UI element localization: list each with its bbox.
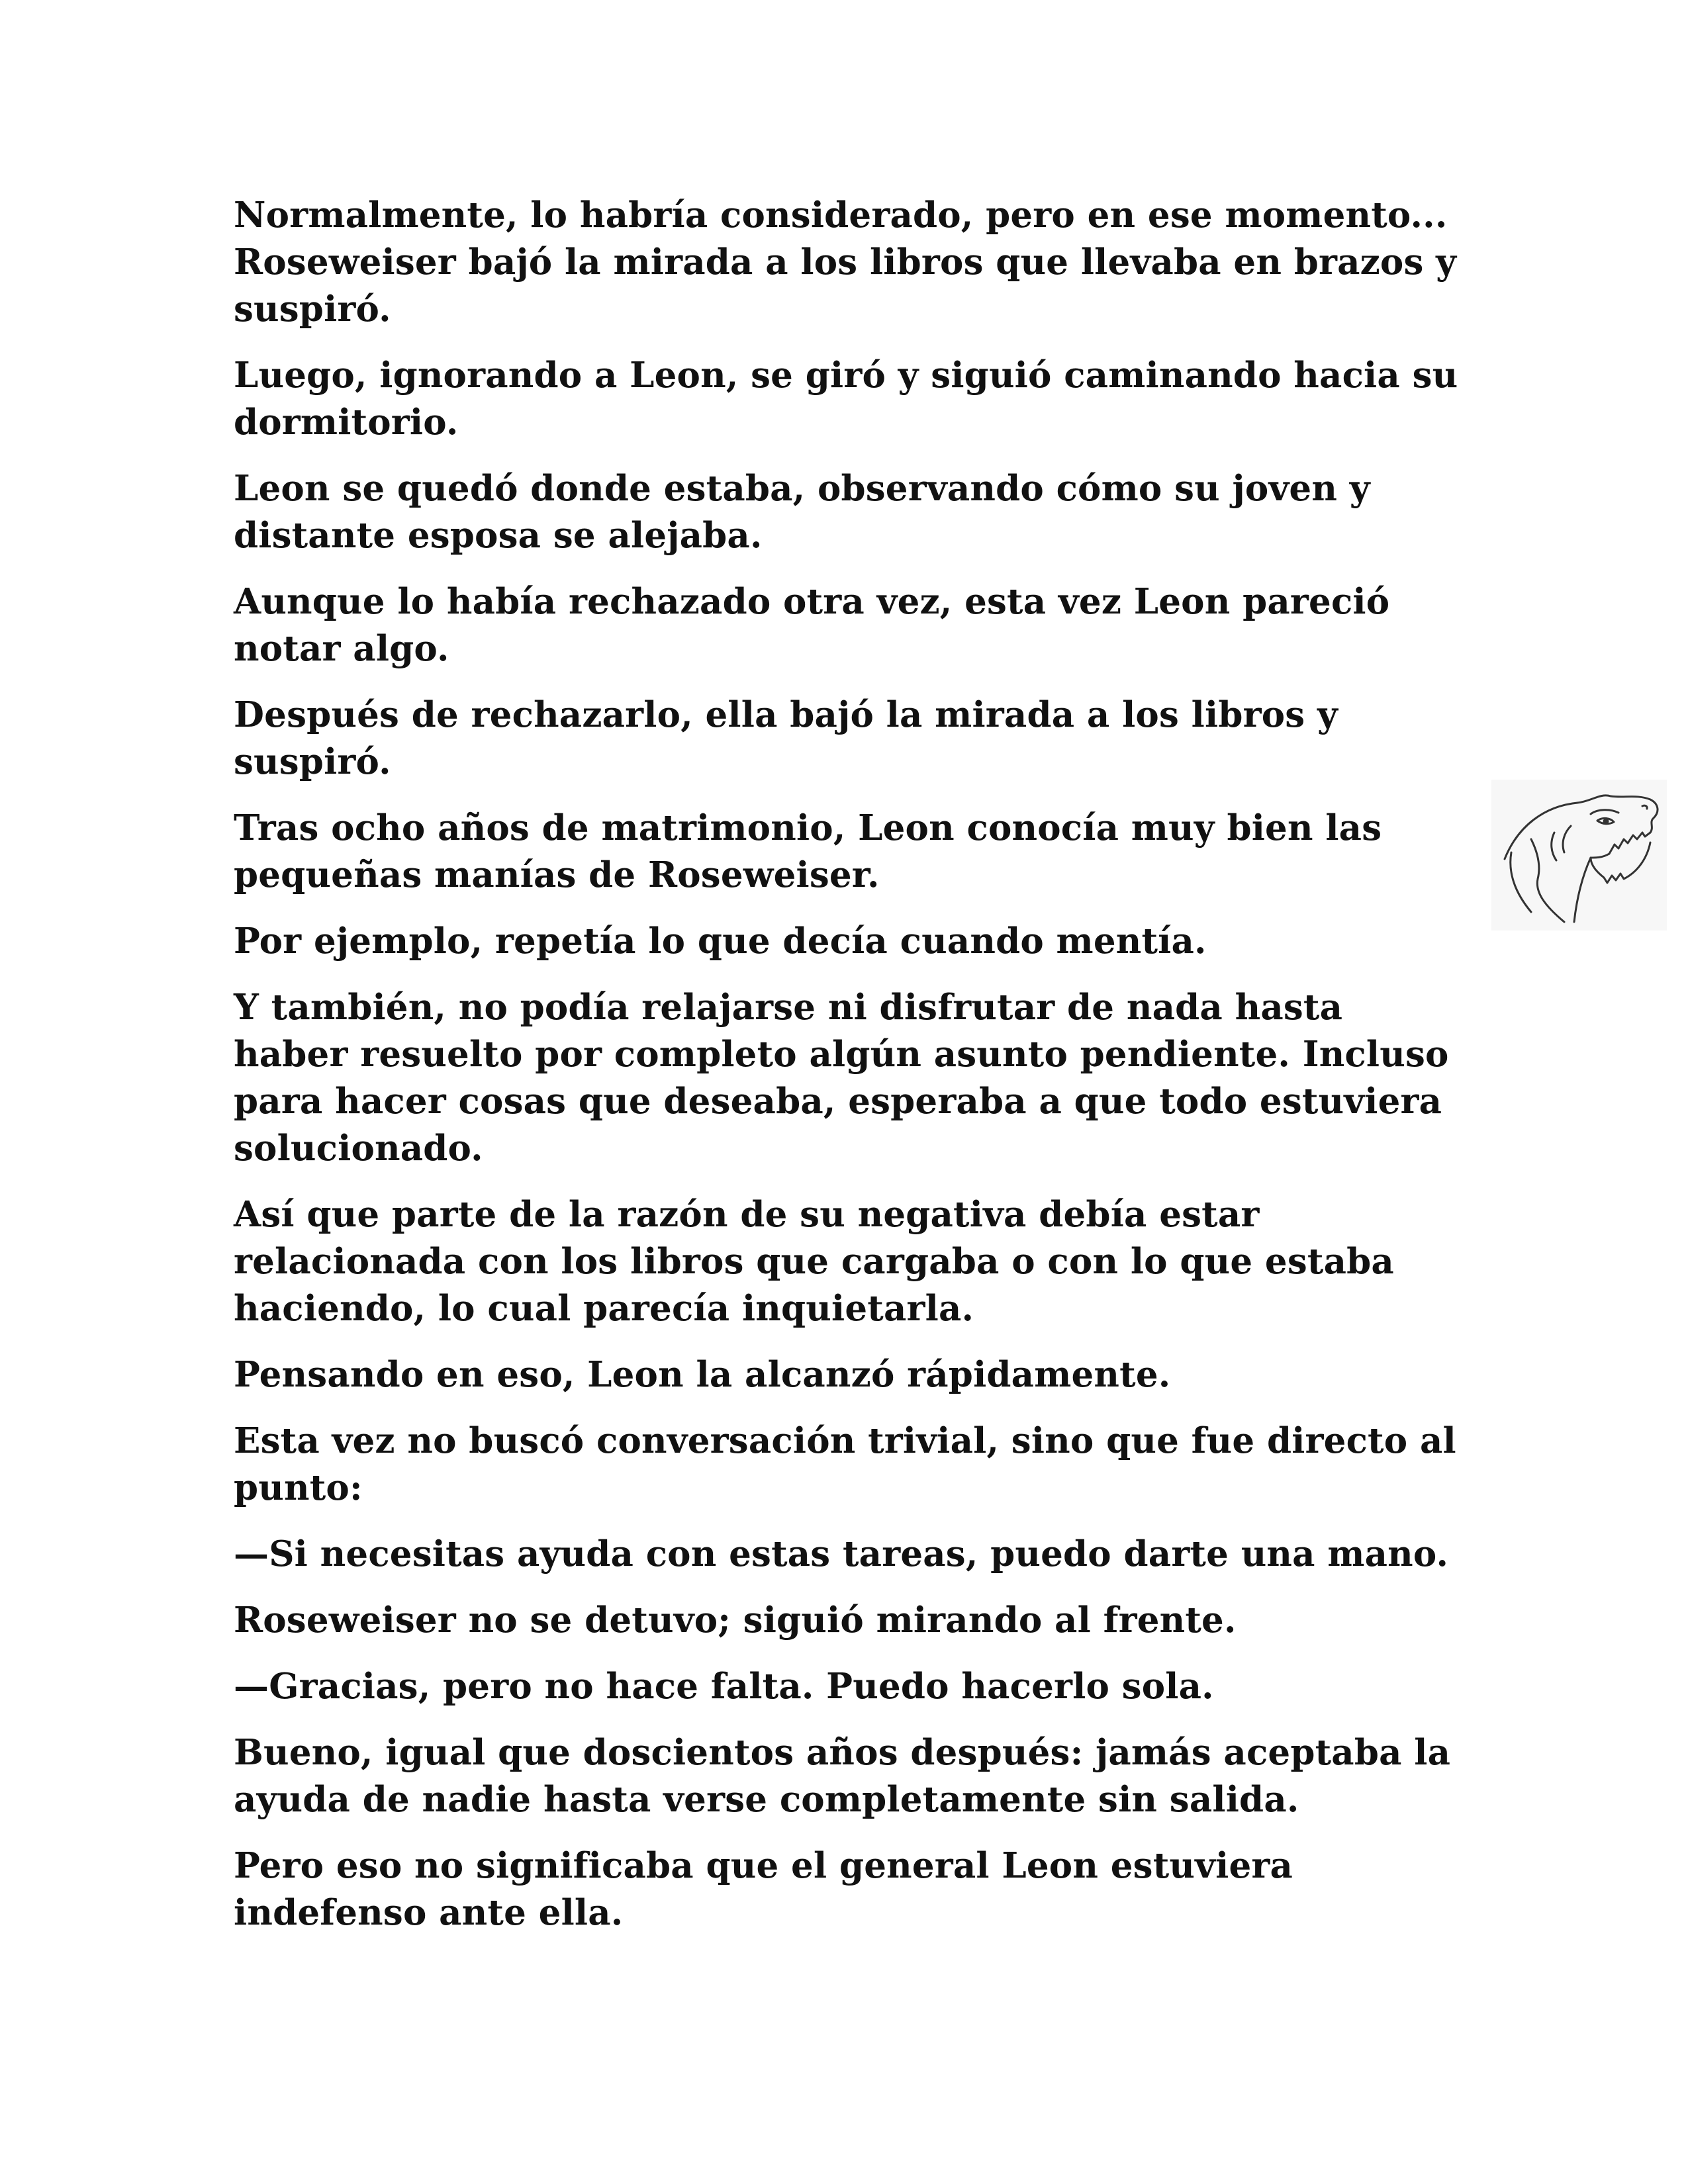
- paragraph: Luego, ignorando a Leon, se giró y siguió caminando hacia su dormitorio.: [234, 355, 1458, 443]
- dinosaur-head-icon: [1491, 780, 1667, 931]
- paragraph: —Gracias, pero no hace falta. Puedo hacerlo sola.: [234, 1666, 1214, 1707]
- document-body: [234, 192, 1458, 1956]
- paragraph: Pensando en eso, Leon la alcanzó rápidamente.: [234, 1354, 1171, 1395]
- paragraph: Leon se quedó donde estaba, observando cómo su joven y distante esposa se alejaba.: [234, 468, 1370, 556]
- paragraph: Así que parte de la razón de su negativa debía estar relacionada con los libros que cargaba o con lo que estaba haciendo, lo cual parecía inquietarla.: [234, 1194, 1394, 1329]
- paragraph: Después de rechazarlo, ella bajó la mirada a los libros y suspiró.: [234, 694, 1338, 782]
- paragraph: Por ejemplo, repetía lo que decía cuando mentía.: [234, 921, 1207, 962]
- paragraph: Roseweiser no se detuvo; siguió mirando al frente.: [234, 1600, 1237, 1641]
- paragraph: Pero eso no significaba que el general Leon estuviera indefenso ante ella.: [234, 1845, 1293, 1933]
- paragraph: Bueno, igual que doscientos años después: jamás aceptaba la ayuda de nadie hasta verse completamente sin salida.: [234, 1732, 1451, 1820]
- paragraph: Normalmente, lo habría considerado, pero en ese momento... Roseweiser bajó la mirada a los libros que llevaba en brazos y suspiró.: [234, 195, 1457, 330]
- paragraph: Aunque lo había rechazado otra vez, esta vez Leon pareció notar algo.: [234, 581, 1390, 669]
- paragraph: —Si necesitas ayuda con estas tareas, puedo darte una mano.: [234, 1533, 1449, 1574]
- paragraph: Y también, no podía relajarse ni disfrutar de nada hasta haber resuelto por completo algún asunto pendiente. Incluso para hacer cosas que deseaba, esperaba a que todo estuviera solucionado.: [234, 987, 1449, 1169]
- paragraph: Esta vez no buscó conversación trivial, sino que fue directo al punto:: [234, 1420, 1456, 1508]
- paragraph: Tras ocho años de matrimonio, Leon conocía muy bien las pequeñas manías de Roseweiser.: [234, 807, 1382, 895]
